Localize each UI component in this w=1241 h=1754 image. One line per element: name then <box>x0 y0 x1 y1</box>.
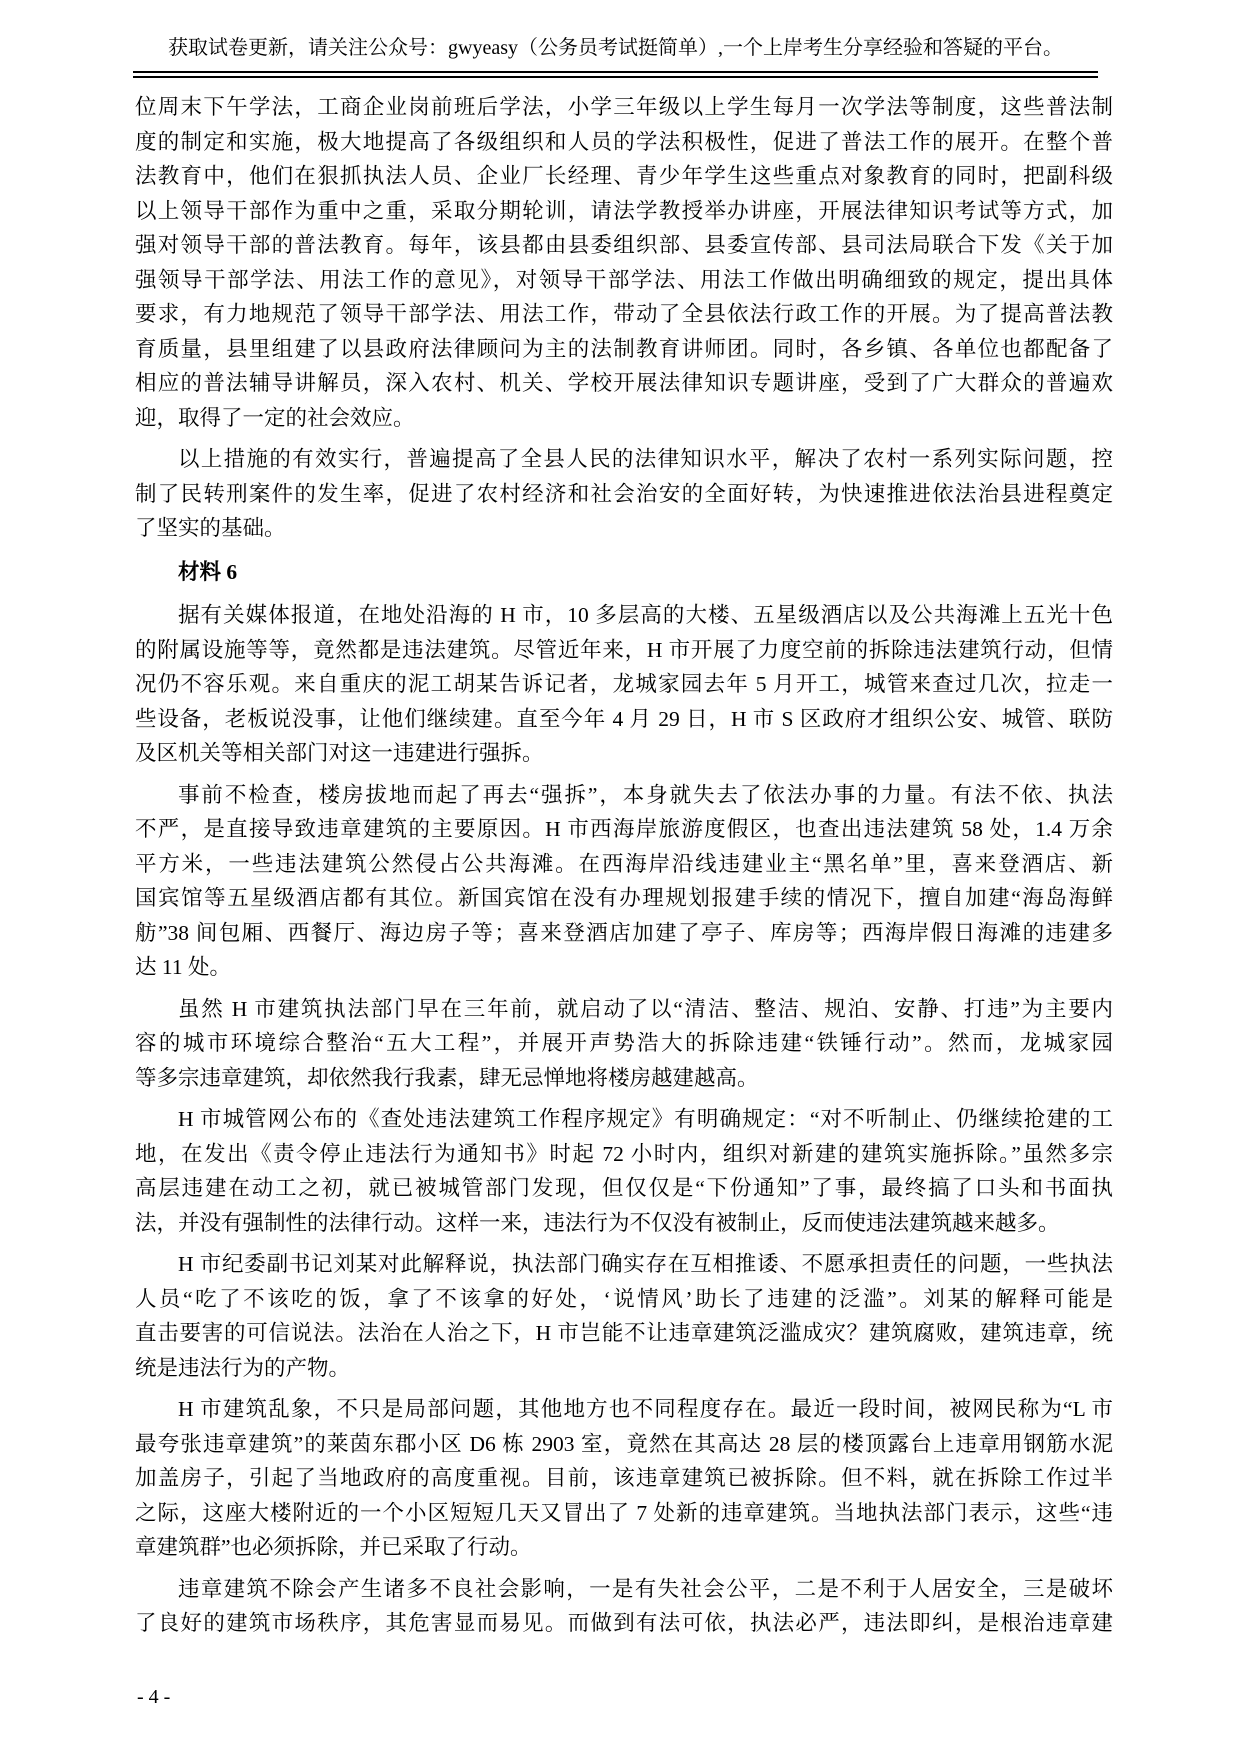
doc-line: 舫”38 间包厢、西餐厅、海边房子等；喜来登酒店加建了亭子、库房等；西海岸假日海滩的违建多 <box>135 920 1113 945</box>
doc-line: 高层违建在动工之初，就已被城管部门发现，但仅仅是“下份通知”了事，最终搞了口头和书面执 <box>135 1176 1113 1200</box>
doc-line: 些设备，老板说没事，让他们继续建。直至今年 4 月 29 日，H 市 S 区政府才组织公安、城管、联防 <box>135 706 1113 731</box>
doc-line: 要求，有力地规范了领导干部学法、用法工作，带动了全县依法行政工作的开展。为了提高普法教 <box>135 302 1113 326</box>
doc-line: H 市城管网公布的《查处违法建筑工作程序规定》有明确规定：“对不听制止、仍继续抢建的工 <box>178 1107 1113 1131</box>
header-rule <box>133 71 1098 78</box>
document-body <box>135 90 1113 1641</box>
doc-line: 章建筑群”也必须拆除，并已采取了行动。 <box>135 1535 532 1559</box>
doc-line: 等多宗违章建筑，却依然我行我素，肆无忌惮地将楼房越建越高。 <box>135 1065 759 1090</box>
doc-line: 加盖房子，引起了当地政府的高度重视。目前，该违章建筑已被拆除。但不料，就在拆除工作过半 <box>135 1466 1113 1490</box>
doc-paragraph <box>135 1572 1113 1641</box>
doc-line: 人员“吃了不该吃的饭，拿了不该拿的好处，‘说情风’助长了违建的泛滥”。刘某的解释可能是 <box>135 1286 1113 1311</box>
doc-line: 容的城市环境综合整治“五大工程”，并展开声势浩大的拆除违建“铁锤行动”。然而，龙城家园 <box>135 1031 1113 1055</box>
doc-line: 虽然 H 市建筑执法部门早在三年前，就启动了以“清洁、整洁、规泊、安静、打违”为主要内 <box>178 996 1113 1021</box>
doc-line: 迎，取得了一定的社会效应。 <box>135 405 415 430</box>
doc-paragraph <box>135 90 1113 435</box>
doc-line: 的附属设施等等，竟然都是违法建筑。尽管近年来，H 市开展了力度空前的拆除违法建筑行动，但情 <box>135 637 1113 662</box>
doc-line: 制了民转刑案件的发生率，促进了农村经济和社会治安的全面好转，为快速推进依法治县进程奠定 <box>135 481 1113 506</box>
doc-line: 度的制定和实施，极大地提高了各级组织和人员的学法积极性，促进了普法工作的展开。在整个普 <box>135 129 1113 154</box>
header-notice: 获取试卷更新，请关注公众号：gwyeasy（公务员考试挺简单）,一个上岸考生分享经验和答疑的平台。 <box>168 37 1063 59</box>
doc-paragraph <box>135 1392 1113 1565</box>
doc-line: 法教育中，他们在狠抓执法人员、企业厂长经理、青少年学生这些重点对象教育的同时，把副科级 <box>135 164 1113 188</box>
doc-paragraph <box>135 442 1113 546</box>
doc-line: H 市纪委副书记刘某对此解释说，执法部门确实存在互相推诿、不愿承担责任的问题，一些执法 <box>178 1252 1113 1276</box>
doc-paragraph <box>135 1247 1113 1385</box>
doc-paragraph <box>135 1102 1113 1240</box>
doc-line: 达 11 处。 <box>135 955 231 979</box>
doc-line: 及区机关等相关部门对这一违建进行强拆。 <box>135 741 544 765</box>
page-number: - 4 - <box>137 1686 171 1708</box>
doc-line: 违章建筑不除会产生诸多不良社会影响，一是有失社会公平，二是不利于人居安全，三是破坏 <box>178 1576 1113 1601</box>
doc-line: 强领导干部学法、用法工作的意见》，对领导干部学法、用法工作做出明确细致的规定，提出具体 <box>135 267 1113 292</box>
doc-line: 之际，这座大楼附近的一个小区短短几天又冒出了 7 处新的违章建筑。当地执法部门表示，这些“违 <box>135 1500 1113 1525</box>
doc-line: 了坚实的基础。 <box>135 516 286 540</box>
doc-line: 育质量，县里组建了以县政府法律顾问为主的法制教育讲师团。同时，各乡镇、各单位也都配备了 <box>135 336 1113 361</box>
doc-line: 据有关媒体报道，在地处沿海的 H 市，10 多层高的大楼、五星级酒店以及公共海滩上五光十色 <box>178 603 1113 627</box>
doc-line: 最夸张违章建筑”的莱茵东郡小区 D6 栋 2903 室，竟然在其高达 28 层的楼顶露台上违章用钢筋水泥 <box>135 1431 1113 1456</box>
doc-line: 直击要害的可信说法。法治在人治之下，H 市岂能不让违章建筑泛滥成灾？建筑腐败，建筑违章，统 <box>135 1321 1113 1345</box>
doc-line: 平方米，一些违法建筑公然侵占公共海滩。在西海岸沿线违建业主“黑名单”里，喜来登酒店、新 <box>135 851 1113 876</box>
doc-line: 了良好的建筑市场秩序，其危害显而易见。而做到有法可依，执法必严，违法即纠，是根治违章建 <box>135 1611 1113 1635</box>
doc-line: 相应的普法辅导讲解员，深入农村、机关、学校开展法律知识专题讲座，受到了广大群众的普遍欢 <box>135 371 1113 395</box>
doc-line: 国宾馆等五星级酒店都有其位。新国宾馆在没有办理规划报建手续的情况下，擅自加建“海岛海鲜 <box>135 886 1113 910</box>
doc-line: 以上措施的有效实行，普遍提高了全县人民的法律知识水平，解决了农村一系列实际问题，控 <box>178 447 1113 471</box>
material-heading: 材料 6 <box>178 559 238 584</box>
doc-line: 统是违法行为的产物。 <box>135 1355 351 1380</box>
doc-line: 事前不检查，楼房拔地而起了再去“强拆”，本身就失去了依法办事的力量。有法不依、执法 <box>178 782 1113 807</box>
doc-line: 不严，是直接导致违章建筑的主要原因。H 市西海岸旅游度假区，也查出违法建筑 58 处，1.4 万余 <box>135 817 1113 841</box>
doc-line: 法，并没有强制性的法律行动。这样一来，违法行为不仅没有被制止，反而使违法建筑越来越多。 <box>135 1210 1060 1235</box>
doc-line: 位周末下午学法，工商企业岗前班后学法，小学三年级以上学生每月一次学法等制度，这些普法制 <box>135 95 1113 119</box>
doc-line: 以上领导干部作为重中之重，采取分期轮训，请法学教授举办讲座，开展法律知识考试等方式，加 <box>135 198 1113 223</box>
doc-line: 强对领导干部的普法教育。每年，该县都由县委组织部、县委宣传部、县司法局联合下发《关于加 <box>135 233 1113 257</box>
doc-line: 地，在发出《责令停止违法行为通知书》时起 72 小时内，组织对新建的建筑实施拆除。”虽然多宗 <box>135 1141 1113 1166</box>
doc-paragraph <box>135 992 1113 1096</box>
doc-line: H 市建筑乱象，不只是局部问题，其他地方也不同程度存在。最近一段时间，被网民称为“L 市 <box>178 1397 1113 1421</box>
doc-line: 况仍不容乐观。来自重庆的泥工胡某告诉记者，龙城家园去年 5 月开工，城管来查过几次，拉走一 <box>135 672 1113 696</box>
doc-paragraph <box>135 778 1113 985</box>
doc-paragraph <box>135 598 1113 771</box>
